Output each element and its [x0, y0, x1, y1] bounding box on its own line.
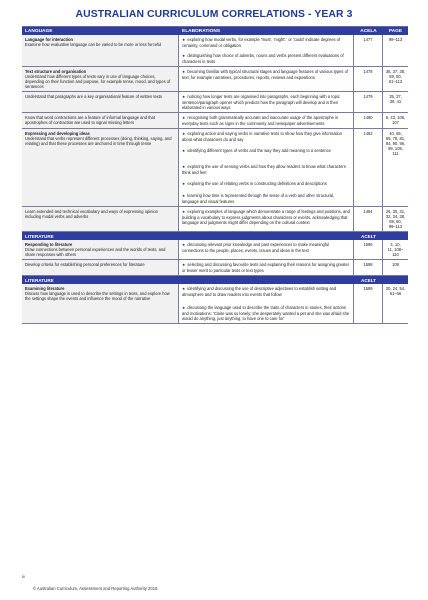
elaboration-item [182, 181, 350, 187]
star-bullet-icon: ★ [182, 149, 186, 153]
curriculum-code: 1479 [354, 92, 383, 112]
row-heading: Language for interaction [25, 37, 73, 42]
curriculum-code: 1596 [354, 240, 383, 259]
table-row [22, 240, 408, 260]
elaborations-cell [179, 129, 354, 206]
star-bullet-icon: ★ [182, 116, 186, 120]
elaboration-item [182, 53, 350, 64]
copyright-notice: © Australian Curriculum, Assessment and Reporting Authority 2010. [33, 586, 159, 591]
learning-outcome-cell [22, 129, 179, 206]
elaboration-item [182, 262, 350, 273]
elaboration-text: discussing relevant prior knowledge and past experiences to make meaningful connections to the people, places, events, issues and ideas in the text [182, 242, 330, 253]
elaborations-cell [179, 35, 354, 66]
curriculum-code: 1599 [354, 284, 383, 323]
outcome-text: Draw connections between personal experiences and the worlds of texts, and share responses with others [25, 247, 166, 257]
elaboration-text: becoming familiar with typical structural stages and language features of various types of text, for example narratives, procedures, reports, reviews and expositions [182, 69, 349, 80]
outcome-text: Understand how different types of texts vary in use of language choices, depending on their function and purpose, for example tense, mood, and types of sentences [25, 74, 171, 89]
page-reference: 36, 37, 38, 59, 60, 61–113 [385, 69, 406, 84]
elaboration-text: discussing the language used to describe the traits of characters in stories, their actions and motivations: 'Claire was so lonely; she desperately wanted a pet and she was afraid she would do anything, just anything, to have one to care for' [182, 305, 350, 321]
row-heading: Text structure and organisation [25, 69, 87, 74]
learning-outcome-cell [22, 35, 179, 66]
page-title: AUSTRALIAN CURRICULUM CORRELATIONS - YEAR 3 [75, 9, 353, 20]
table-header [22, 27, 408, 35]
elaboration-text: exploring how modal verbs, for example 'must', 'might',' or 'could' indicate degrees of certainty, command or obligation [182, 37, 341, 48]
curriculum-code: 1482 [354, 129, 383, 206]
row-heading: Responding to literature [25, 242, 73, 247]
outcome-text: Know that word contractions are a feature of informal language and that apostrophes of contraction are used to signal missing letters [25, 115, 155, 125]
page-number: iv [22, 574, 26, 579]
elaboration-text: learning how time is represented through the tense of a verb and other structural, language and visual features [182, 193, 335, 204]
header-elaborations: ELABORATIONS [182, 28, 221, 34]
elaboration-item [182, 286, 350, 297]
elaboration-item [182, 69, 350, 80]
header-acelt: ACELT [361, 233, 376, 239]
table-row [22, 67, 408, 92]
elaboration-item [182, 164, 350, 175]
learning-outcome-cell [22, 240, 179, 259]
curriculum-code: 1480 [354, 113, 383, 128]
outcome-text: Understand that paragraphs are a key organisational feature of written texts [25, 94, 162, 99]
elaboration-text: exploring the use of sensing verbs and how they allow readers to know what characters think and feel [182, 164, 346, 175]
curriculum-code: 1598 [354, 260, 383, 275]
outcome-text: Understand that verbs represent different processes (doing, thinking, saying, and relating) and that these processes are anchored in time through tense [25, 136, 172, 146]
elaboration-item [182, 131, 350, 142]
header-acelt: ACELT [361, 277, 376, 283]
header-literature: LITERATURE [25, 277, 54, 283]
star-bullet-icon: ★ [182, 306, 186, 310]
literature-rows [22, 284, 408, 324]
header-language: LANGUAGE [25, 28, 53, 34]
header-page: PAGE [388, 28, 403, 34]
star-bullet-icon: ★ [182, 263, 186, 267]
curriculum-code: 1477 [354, 35, 383, 66]
learning-outcome-cell [22, 284, 179, 323]
elaborations-cell [179, 284, 354, 323]
elaboration-text: exploring action and saying verbs in narrative texts to show how they give information about what characters do and say [182, 131, 343, 142]
elaborations-cell [179, 260, 354, 275]
curriculum-table [22, 26, 408, 324]
elaboration-item [182, 115, 350, 126]
table-row [22, 92, 408, 113]
page-reference: 26, 30, 31, 32, 34, 38, 59, 60, 99–113 [385, 209, 406, 229]
star-bullet-icon: ★ [182, 287, 186, 291]
star-bullet-icon: ★ [182, 38, 186, 42]
elaborations-cell [179, 207, 354, 231]
elaboration-text: identifying and discussing the use of descriptive adjectives to establish setting and atmosphere and to draw readers into events that follow [182, 286, 337, 297]
elaboration-text: distinguishing how choice of adverbs, nouns and verbs present different evaluations of characters in texts [182, 53, 344, 64]
row-heading: Examining literature [25, 286, 65, 291]
learning-outcome-cell [22, 113, 179, 128]
star-bullet-icon: ★ [182, 70, 186, 74]
elaborations-cell [179, 240, 354, 259]
star-bullet-icon: ★ [182, 132, 186, 136]
elaborations-cell [179, 67, 354, 91]
elaboration-item [182, 242, 350, 253]
page-reference: 4, 10, 11, 108– 110 [387, 242, 404, 257]
learning-outcome-cell [22, 92, 179, 112]
star-bullet-icon: ★ [182, 54, 186, 58]
header-literature: LITERATURE [25, 233, 54, 239]
elaboration-item [182, 148, 350, 154]
outcome-text: Discuss how language is used to describe the settings in texts, and explore how the settings shape the events and influence the mood of the narrative [25, 291, 170, 301]
elaborations-cell [179, 113, 354, 128]
elaboration-item [182, 37, 350, 48]
elaboration-item [182, 209, 350, 225]
page-reference: 99–113 [388, 37, 403, 42]
star-bullet-icon: ★ [182, 95, 186, 99]
elaboration-text: noticing how longer texts are organised into paragraphs, each beginning with a topic sentence/paragraph opener which predicts how the paragraph will develop and is then elaborated in various ways [182, 94, 340, 110]
literature-section-header [22, 276, 408, 284]
star-bullet-icon: ★ [182, 243, 186, 247]
learning-outcome-cell [22, 207, 179, 231]
language-rows [22, 35, 408, 232]
page-reference: 35, 37, 38, 41 [389, 94, 402, 104]
row-heading: Expressing and developing ideas [25, 131, 90, 136]
outcome-text: Learn extended and technical vocabulary and ways of expressing opinion including modal verbs and adverbs [25, 209, 158, 219]
elaborations-cell [179, 92, 354, 112]
literature-section-header [22, 232, 408, 240]
table-row [22, 129, 408, 207]
elaboration-text: recognising both grammatically accurate and inaccurate usage of the apostrophe in everyday texts such as signs in the community and newspaper advertisements [182, 115, 339, 126]
table-row [22, 207, 408, 232]
learning-outcome-cell [22, 260, 179, 275]
page-reference: 108 [392, 262, 399, 267]
star-bullet-icon: ★ [182, 210, 186, 214]
star-bullet-icon: ★ [182, 182, 186, 186]
elaboration-item [182, 305, 350, 321]
outcome-text: Develop criteria for establishing personal preferences for literature [25, 262, 145, 267]
elaboration-item [182, 193, 350, 204]
outcome-text: Examine how evaluative language can be varied to be more or less forceful [25, 42, 162, 47]
page-reference: 40, 55, 65, 78, 81, 84, 90, 96, 99, 108, 111 [385, 131, 406, 156]
header-acela: ACELA [360, 28, 377, 34]
elaboration-text: exploring the use of relating verbs in constructing definitions and descriptions [187, 181, 327, 186]
table-row [22, 260, 408, 276]
star-bullet-icon: ★ [182, 194, 186, 198]
table-row [22, 35, 408, 67]
table-row [22, 284, 408, 324]
star-bullet-icon: ★ [182, 165, 186, 169]
learning-outcome-cell [22, 67, 179, 91]
literature-rows [22, 240, 408, 276]
page-reference: 20, 24, 54, 61–66 [385, 286, 406, 296]
curriculum-code: 1478 [354, 67, 383, 91]
elaboration-item [182, 94, 350, 110]
page-reference: 5, 43, 106, 107 [385, 115, 406, 125]
elaboration-text: identifying different types of verbs and the way they add meaning to a sentence [187, 148, 331, 153]
elaboration-text: selecting and discussing favourite texts and explaining their reasons for assigning greater or lesser merit to particular texts or text types [182, 262, 350, 273]
elaboration-text: exploring examples of language which demonstrate a range of feelings and positions, and building a vocabulary to express judgments about characters or events, acknowledging that language and judgments might differ depending on the cultural context [182, 209, 350, 225]
table-row [22, 113, 408, 129]
curriculum-code: 1484 [354, 207, 383, 231]
